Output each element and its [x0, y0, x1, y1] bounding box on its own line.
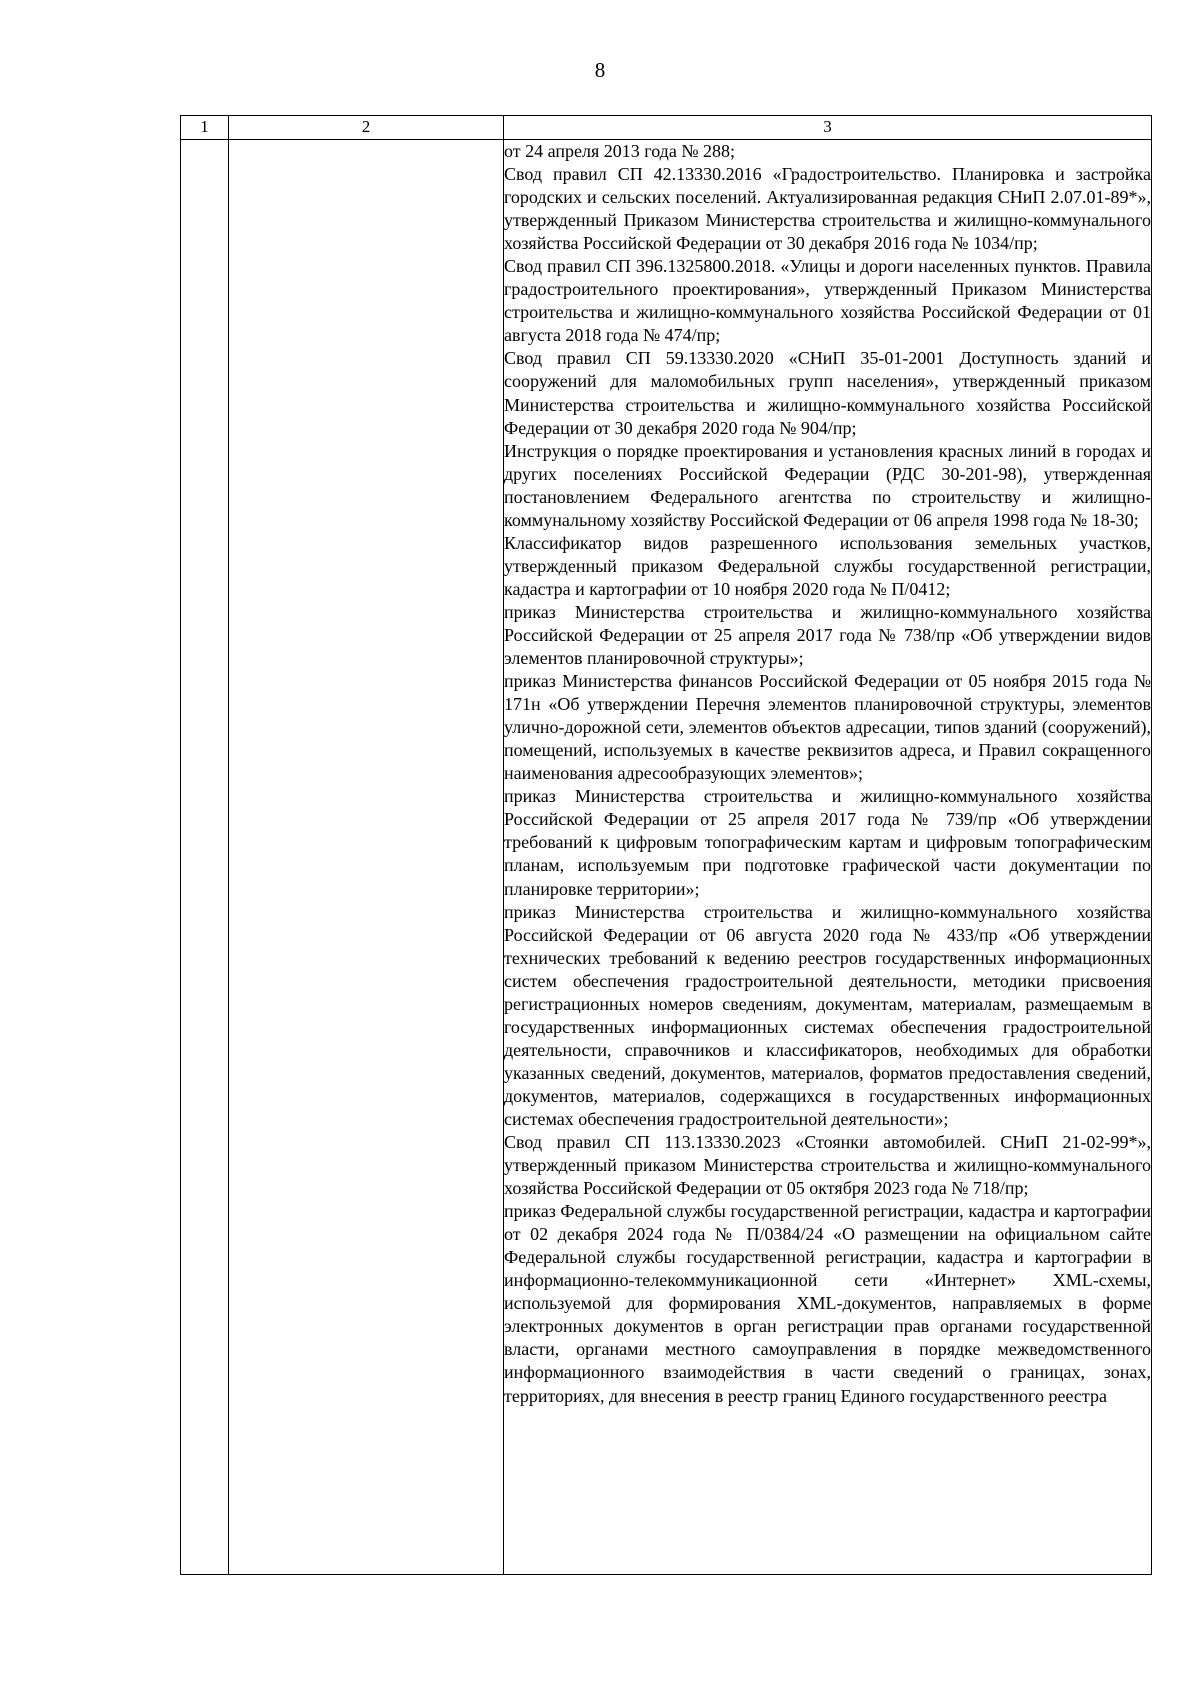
column-header-2: 2 — [229, 116, 504, 140]
paragraph: Свод правил СП 42.13330.2016 «Градостроительство. Планировка и застройка городских и сельских поселений. Актуализированная редакция СНиП 2.07.01-89*», утвержденный Приказом Министерства строительства и жилищно-коммунального хозяйства Российской Федерации от 30 декабря 2016 года № 1034/пр; — [504, 164, 1151, 254]
document-table — [180, 115, 1152, 1575]
paragraph: Классификатор видов разрешенного использования земельных участков, утвержденный приказом Федеральной службы государственной регистрации, кадастра и картографии от 10 ноября 2020 года № П/0412; — [504, 532, 1151, 599]
table-row — [181, 140, 1152, 1575]
paragraph: приказ Министерства финансов Российской Федерации от 05 ноября 2015 года № 171н «Об утверждении Перечня элементов планировочной структуры, элементов улично-дорожной сети, элементов объектов адресации, типов зданий (сооружений), помещений, используемых в качестве реквизитов адреса, и Правил сокращенного наименования адресообразующих элементов»; — [504, 671, 1151, 784]
paragraph: приказ Министерства строительства и жилищно-коммунального хозяйства Российской Федерации от 06 августа 2020 года № 433/пр «Об утверждении технических требований к ведению реестров государственных информационных систем обеспечения градостроительной деятельности, методики присвоения регистрационных номеров сведениям, документам, материалам, размещаемым в государственных информационных системах обеспечения градостроительной деятельности, справочников и классификаторов, необходимых для обработки указанных сведений, документов, материалов, форматов предоставления сведений, документов, материалов, содержащихся в государственных информационных системах обеспечения градостроительной деятельности»; — [504, 901, 1151, 1129]
paragraph: Свод правил СП 396.1325800.2018. «Улицы и дороги населенных пунктов. Правила градостроительного проектирования», утвержденный Приказом Министерства строительства и жилищно-коммунального хозяйства Российской Федерации от 01 августа 2018 года № 474/пр; — [504, 256, 1151, 346]
paragraph: приказ Министерства строительства и жилищно-коммунального хозяйства Российской Федерации от 25 апреля 2017 года № 739/пр «Об утверждении требований к цифровым топографическим картам и цифровым топографическим планам, используемым при подготовке графической части документации по планировке территории»; — [504, 786, 1151, 899]
paragraph: Свод правил СП 59.13330.2020 «СНиП 35-01-2001 Доступность зданий и сооружений для маломобильных групп населения», утвержденный приказом Министерства строительства и жилищно-коммунального хозяйства Российской Федерации от 30 декабря 2020 года № 904/пр; — [504, 348, 1151, 438]
page-number: 8 — [594, 58, 606, 82]
paragraph: приказ Федеральной службы государственной регистрации, кадастра и картографии от 02 декабря 2024 года № П/0384/24 «О размещении на официальном сайте Федеральной службы государственной регистрации, кадастра и картографии в информационно-телекоммуникационной сети «Интернет» XML-схемы, используемой для формирования XML-документов, направляемых в форме электронных документов в орган регистрации прав органами государственной власти, органами местного самоуправления в порядке межведомственного информационного взаимодействия в части сведений о границах, зонах, территориях, для внесения в реестр границ Единого государственного реестра — [504, 1201, 1151, 1406]
paragraph: Свод правил СП 113.13330.2023 «Стоянки автомобилей. СНиП 21-02-99*», утвержденный приказом Министерства строительства и жилищно-коммунального хозяйства Российской Федерации от 05 октября 2023 года № 718/пр; — [504, 1132, 1151, 1199]
table-header-row — [181, 116, 1152, 140]
column-header-3: 3 — [504, 116, 1152, 140]
paragraph: приказ Министерства строительства и жилищно-коммунального хозяйства Российской Федерации от 25 апреля 2017 года № 738/пр «Об утверждении видов элементов планировочной структуры»; — [504, 601, 1151, 669]
cell-col-2 — [229, 140, 504, 1575]
cell-col-3 — [504, 140, 1152, 1575]
paragraph: от 24 апреля 2013 года № 288; — [504, 141, 736, 161]
paragraph: Инструкция о порядке проектирования и установления красных линий в городах и других поселениях Российской Федерации (РДС 30-201-98), утвержденная постановлением Федерального агентства по строительству и жилищно-коммунальному хозяйству Российской Федерации от 06 апреля 1998 года № 18-30; — [504, 440, 1151, 530]
cell-col-1 — [181, 140, 229, 1575]
column-header-1: 1 — [181, 116, 229, 140]
